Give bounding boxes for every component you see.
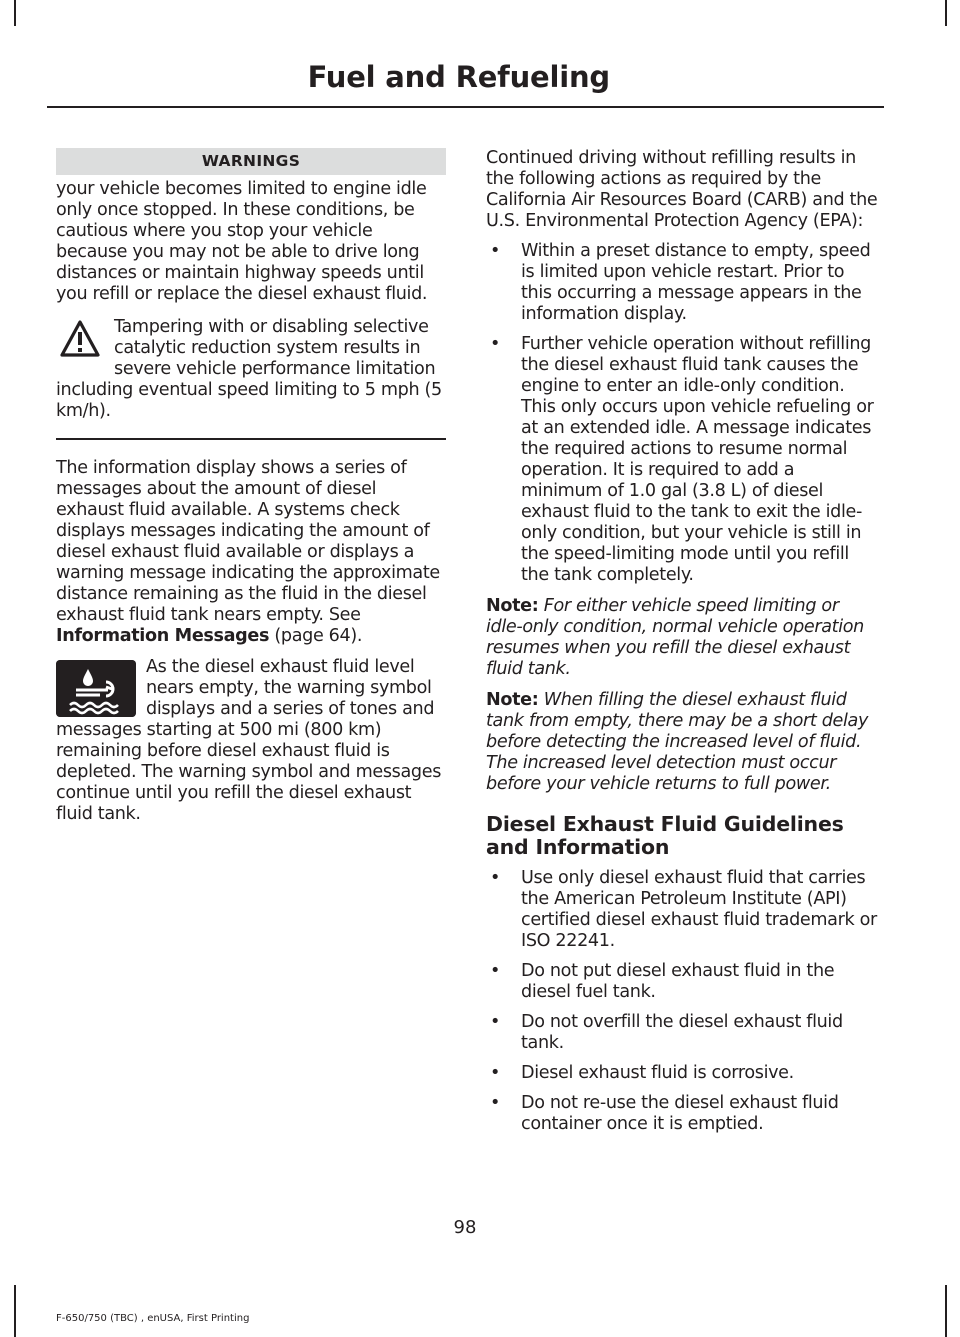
warnings-text: your vehicle becomes limited to engine idle only once stopped. In these conditions, be cautious where you stop your vehicle because you may not be able to drive long distances or maintain highway speeds until you refill or replace the diesel exhaust fluid. (56, 179, 428, 304)
header-rule (47, 106, 884, 108)
list-item: • Within a preset distance to empty, speed is limited upon vehicle restart. Prior to this occurring a message appears in the information display. (490, 241, 871, 324)
warning-triangle-icon (60, 319, 100, 359)
symbol-block (56, 657, 446, 825)
crop-mark-top-right (945, 0, 947, 26)
info-display-paragraph (56, 458, 446, 647)
consequence-list (486, 241, 880, 586)
note-speed-limiting: Note: For either vehicle speed limiting or idle-only condition, normal vehicle operation resumes when you refill the diesel exhaust fluid tank. (486, 596, 864, 679)
crop-mark-bottom-left (14, 1285, 16, 1337)
list-item: • Do not put diesel exhaust fluid in the diesel fuel tank. (490, 961, 835, 1002)
page-reference: (page 64). (269, 626, 363, 646)
warnings-heading: WARNINGS (56, 148, 446, 175)
tamper-warning-text: Tampering with or disabling selective catalytic reduction system results in severe vehicle performance limitation including eventual speed limiting to 5 mph (5 km/h). (56, 317, 442, 421)
list-item: • Do not overfill the diesel exhaust fluid tank. (490, 1012, 843, 1053)
info-display-text: The information display shows a series of messages about the amount of diesel exhaust fluid available. A systems check displays messages indicating the amount of diesel exhaust fluid available or displays a warning message indicating the approximate distance remaining as the fluid in the diesel exhaust fluid tank nears empty. See (56, 458, 440, 625)
edition-footer: F-650/750 (TBC) , enUSA, First Printing (56, 1313, 250, 1324)
note-filling-delay: Note: When filling the diesel exhaust fluid tank from empty, there may be a short delay before detecting the increased level of fluid. The increased level detection must occur before your vehicle returns to full power. (486, 690, 869, 794)
list-item: • Further vehicle operation without refilling the diesel exhaust fluid tank causes the engine to enter an idle-only condition. This only occurs upon vehicle refueling or at an extended idle. A message indicates the required actions to resume normal operation. It is required to add a minimum of 1.0 gal (3.8 L) of diesel exhaust fluid to the tank to exit the idle-only condition, but your vehicle is still in the speed-limiting mode until you refill the tank completely. (490, 334, 874, 585)
list-item: • Do not re-use the diesel exhaust fluid container once it is emptied. (490, 1093, 839, 1134)
list-item: • Use only diesel exhaust fluid that carries the American Petroleum Institute (API) certified diesel exhaust fluid trademark or ISO 22241. (490, 868, 877, 951)
crop-mark-bottom-right (945, 1285, 947, 1337)
page-header-title: Fuel and Refueling (307, 60, 610, 94)
left-column (56, 148, 446, 825)
right-intro: Continued driving without refilling results in the following actions as required by the California Air Resources Board (CARB) and the U.S. Environmental Protection Agency (EPA): (486, 148, 878, 231)
right-column (486, 148, 880, 1135)
guidelines-list (486, 868, 880, 1135)
page-number: 98 (453, 1217, 477, 1238)
warning-end-rule (56, 438, 446, 440)
crop-mark-top-left (14, 0, 16, 26)
section-heading: Diesel Exhaust Fluid Guidelines and Information (486, 812, 844, 859)
symbol-paragraph: As the diesel exhaust fluid level nears empty, the warning symbol displays and a series of tones and messages starting at 500 mi (800 km) remaining before diesel exhaust fluid is depleted. The warning symbol and messages continue until you refill the diesel exhaust fluid tank. (56, 657, 442, 824)
diesel-exhaust-fluid-warning-icon (56, 660, 136, 717)
tamper-warning-block (56, 317, 446, 422)
list-item: • Diesel exhaust fluid is corrosive. (490, 1063, 794, 1083)
information-messages-link[interactable]: Information Messages (56, 626, 270, 646)
